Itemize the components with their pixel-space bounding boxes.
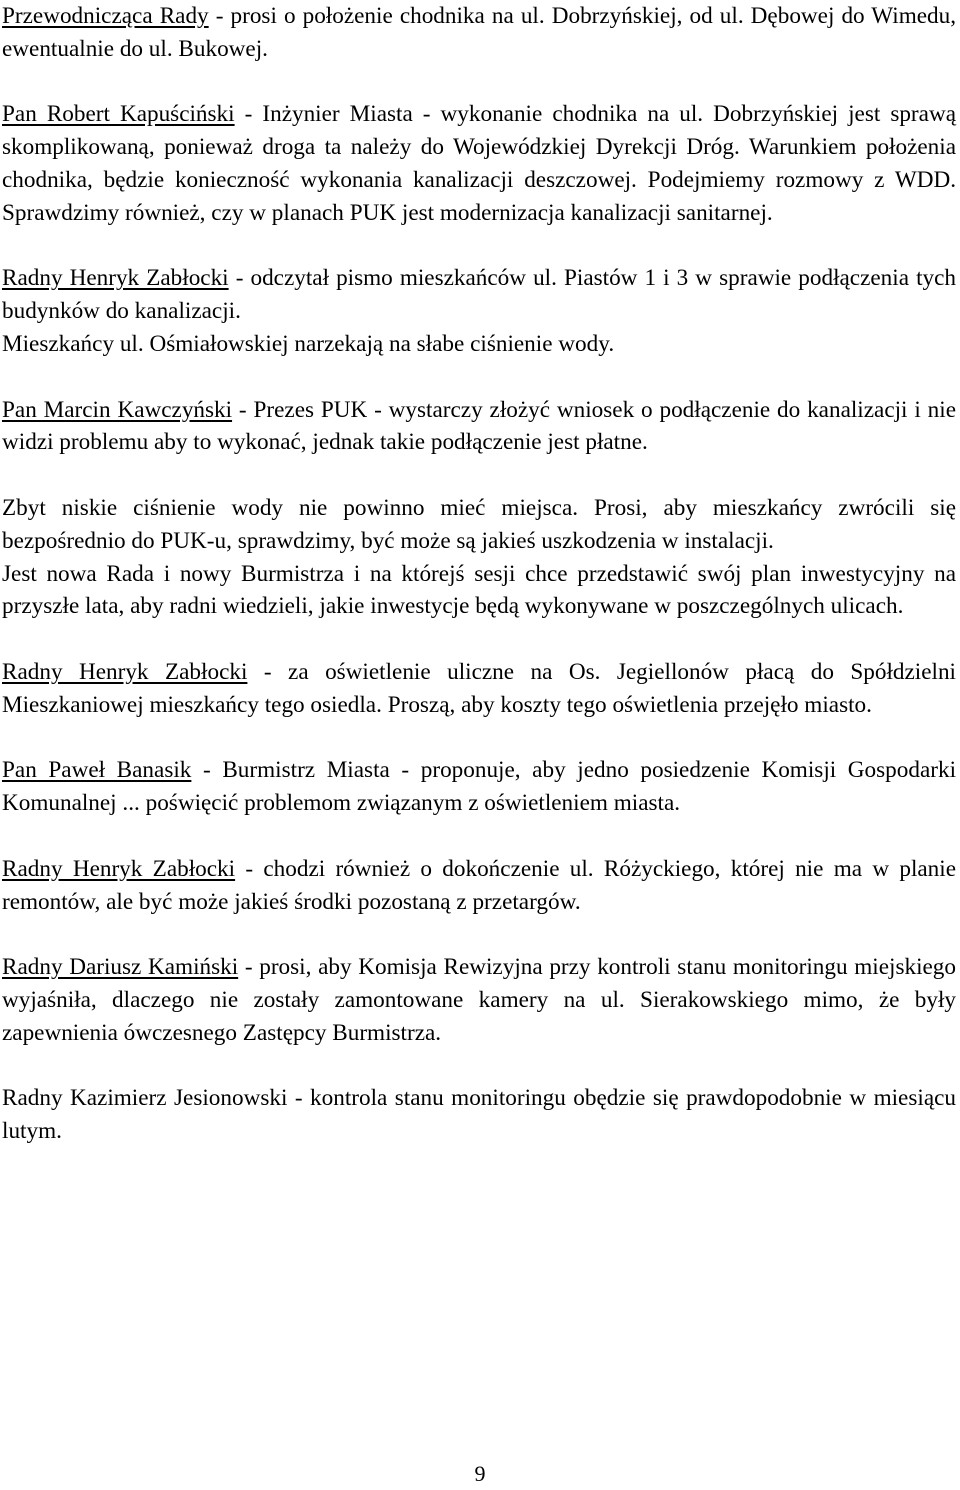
paragraph-text: - chodzi również o dokończenie ul. Różyckiego, której nie ma w planie remontów, ale być może jakieś środki pozostaną z przetargów. xyxy=(2,855,957,915)
paragraph xyxy=(2,394,956,460)
speaker-name: Pan Marcin Kawczyński xyxy=(2,396,233,423)
paragraph xyxy=(2,656,956,722)
paragraph-text: - za oświetlenie uliczne na Os. Jegiellonów płacą do Spółdzielni Mieszkaniowej mieszkańcy tego osiedla. Proszą, aby koszty tego oświetlenia przejęło miasto. xyxy=(2,658,956,718)
paragraph xyxy=(2,853,956,919)
paragraph-text: Jest nowa Rada i nowy Burmistrza i na którejś sesji chce przedstawić swój plan inwestycyjny na przyszłe lata, aby radni wiedzieli, jakie inwestycje będą wykonywane w poszczególnych ulicach. xyxy=(2,560,956,620)
paragraph xyxy=(2,0,956,66)
paragraph xyxy=(2,754,956,820)
paragraph-text: Zbyt niskie ciśnienie wody nie powinno mieć miejsca. Prosi, aby mieszkańcy zwrócili się bezpośrednio do PUK-u, sprawdzimy, być może są jakieś uszkodzenia w instalacji. xyxy=(2,494,956,554)
paragraph-text: - prosi, aby Komisja Rewizyjna przy kontroli stanu monitoringu miejskiego wyjaśniła, dlaczego nie zostały zamontowane kamery na ul. Sierakowskiego mimo, że były zapewnienia ówczesnego Zastępcy Burmistrza. xyxy=(2,954,956,1046)
paragraph-text: - prosi o położenie chodnika na ul. Dobrzyńskiej, od ul. Dębowej do Wimedu, ewentualnie do ul. Bukowej. xyxy=(2,3,957,62)
speaker-name: Radny Henryk Zabłocki xyxy=(2,265,229,292)
speaker-name: Radny Henryk Zabłocki xyxy=(2,855,236,882)
paragraph xyxy=(2,328,956,361)
paragraph xyxy=(2,1082,956,1148)
document-page xyxy=(2,0,956,1148)
paragraph xyxy=(2,492,956,558)
paragraph-text: - Burmistrz Miasta - proponuje, aby jedno posiedzenie Komisji Gospodarki Komunalnej ... poświęcić problemom związanym z oświetleniem miasta. xyxy=(2,757,957,817)
paragraph xyxy=(2,98,956,229)
page-number: 9 xyxy=(474,1461,486,1486)
paragraph-text: Mieszkańcy ul. Ośmiałowskiej narzekają na słabe ciśnienie wody. xyxy=(2,330,615,357)
speaker-name: Pan Robert Kapuściński xyxy=(2,101,235,128)
paragraph xyxy=(2,951,956,1049)
paragraph xyxy=(2,262,956,328)
speaker-name: Radny Henryk Zabłocki xyxy=(2,658,248,685)
speaker-name: Radny Dariusz Kamiński xyxy=(2,954,239,981)
paragraph-text: - Prezes PUK - wystarczy złożyć wniosek o podłączenie do kanalizacji i nie widzi problemu aby to wykonać, jednak takie podłączenie jest płatne. xyxy=(2,396,956,456)
paragraph-text: - Inżynier Miasta - wykonanie chodnika na ul. Dobrzyńskiej jest sprawą skomplikowaną, ponieważ droga ta należy do Wojewódzkiej Dyrekcji Dróg. Warunkiem położenia chodnika, będzie konieczność wykonania kanalizacji deszczowej. Podejmiemy rozmowy z WDD. Sprawdzimy również, czy w planach PUK jest modernizacja kanalizacji sanitarnej. xyxy=(2,101,956,226)
paragraph xyxy=(2,558,956,624)
paragraph-text: - odczytał pismo mieszkańców ul. Piastów 1 i 3 w sprawie podłączenia tych budynków do kanalizacji. xyxy=(2,265,956,325)
speaker-name: Przewodnicząca Rady xyxy=(2,3,209,29)
paragraph-text: Radny Kazimierz Jesionowski - kontrola stanu monitoringu obędzie się prawdopodobnie w miesiącu lutym. xyxy=(2,1085,956,1145)
speaker-name: Pan Paweł Banasik xyxy=(2,757,192,784)
